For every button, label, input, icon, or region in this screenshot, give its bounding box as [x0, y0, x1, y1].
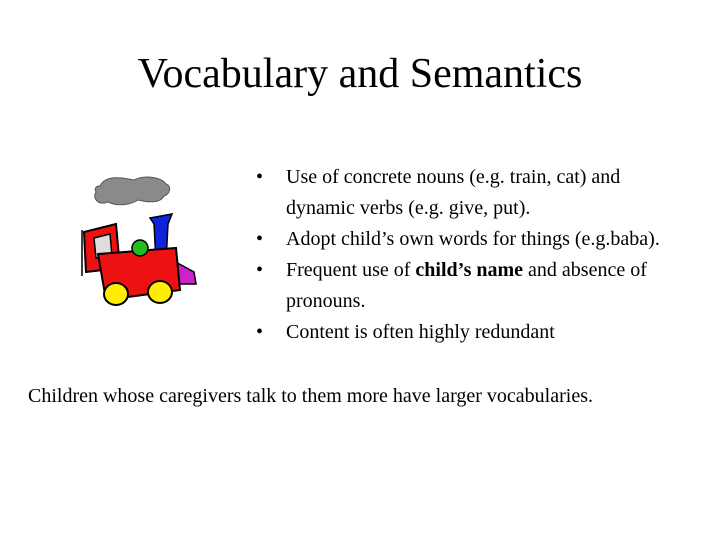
smoke-cloud [95, 177, 170, 205]
bullet-text-after: and absence of pronouns. [286, 259, 647, 312]
wheel-left [104, 283, 128, 305]
bullet-item [256, 162, 676, 224]
bullet-text: Adopt child’s own words for things (e.g.baba). [286, 228, 660, 250]
wheel-right [148, 281, 172, 303]
bullet-text [286, 255, 676, 317]
bullet-marker: • [256, 259, 264, 281]
bullet-text: Use of concrete nouns (e.g. train, cat) and dynamic verbs (e.g. give, put). [286, 166, 621, 219]
bullet-item [256, 255, 676, 317]
bullet-list [256, 162, 676, 348]
bullet-marker: • [256, 228, 264, 250]
bullet-text-before: Frequent use of [286, 259, 416, 281]
bullet-marker: • [256, 321, 264, 343]
bullet-item [256, 224, 676, 255]
summary-paragraph: Children whose caregivers talk to them more have larger vocabularies. [28, 385, 593, 407]
bullet-text-bold: child’s name [415, 259, 524, 281]
bullet-marker: • [256, 166, 264, 188]
slide-title: Vocabulary and Semantics [137, 51, 583, 97]
steam-dome [132, 240, 148, 256]
bullet-item [256, 317, 676, 348]
train-clipart [76, 172, 206, 317]
bullet-text: Content is often highly redundant [286, 321, 555, 343]
